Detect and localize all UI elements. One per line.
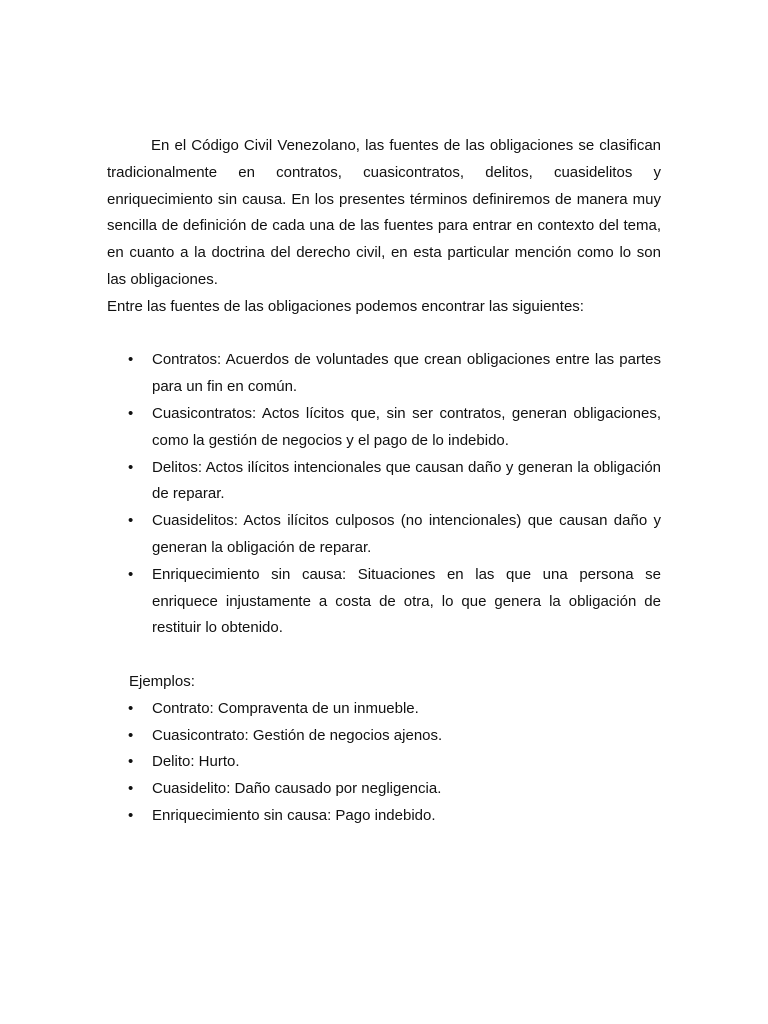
- bullet-icon: •: [128, 351, 134, 369]
- list-item: [107, 347, 661, 401]
- list-item-text: Cuasidelito: Daño causado por negligencia.: [152, 780, 442, 798]
- examples-heading: Ejemplos:: [129, 672, 195, 690]
- list-item-text: Cuasicontrato: Gestión de negocios ajenos.: [152, 726, 443, 744]
- bullet-icon: •: [128, 565, 134, 583]
- list-item: [107, 776, 661, 803]
- list-item-text: Contrato: Compraventa de un inmueble.: [152, 699, 419, 717]
- bullet-icon: •: [128, 404, 134, 422]
- list-item: [107, 508, 661, 562]
- list-item-text: Delito: Hurto.: [152, 753, 240, 771]
- bullet-icon: •: [128, 512, 134, 530]
- blank-line: [107, 321, 661, 348]
- bullet-icon: •: [128, 699, 134, 717]
- list-item: [107, 723, 661, 750]
- examples-list: [107, 696, 661, 830]
- bullet-icon: •: [128, 458, 134, 476]
- list-item: [107, 696, 661, 723]
- list-item: [107, 455, 661, 509]
- list-item-text: Delitos: Actos ilícitos intencionales que causan daño y generan la obligación de reparar.: [152, 458, 661, 503]
- list-item: [107, 803, 661, 830]
- list-item: [107, 562, 661, 642]
- list-intro: Entre las fuentes de las obligaciones podemos encontrar las siguientes:: [107, 297, 584, 315]
- blank-line: [107, 642, 661, 669]
- list-item-text: Enriquecimiento sin causa: Pago indebido.: [152, 806, 436, 824]
- bullet-icon: •: [128, 780, 134, 798]
- list-item-text: Cuasidelitos: Actos ilícitos culposos (no intencionales) que causan daño y generan la obligación de reparar.: [152, 512, 661, 556]
- bullet-icon: •: [128, 806, 134, 824]
- list-item: [107, 401, 661, 455]
- list-item-text: Cuasicontratos: Actos lícitos que, sin ser contratos, generan obligaciones, como la gestión de negocios y el pago de lo indebido.: [152, 404, 661, 449]
- bullet-icon: •: [128, 726, 134, 744]
- list-item-text: Contratos: Acuerdos de voluntades que crean obligaciones entre las partes para un fin en común.: [152, 351, 661, 396]
- document-body: [107, 133, 661, 830]
- sources-list: [107, 347, 661, 642]
- intro-paragraph: En el Código Civil Venezolano, las fuentes de las obligaciones se clasifican tradicionalmente en contratos, cuasicontratos, delitos, cuasidelitos y enriquecimiento sin causa. En los presentes términos definiremos de manera muy sencilla de definición de cada una de las fuentes para entrar en contexto del tema, en cuanto a la doctrina del derecho civil, en esta particular mención como lo son las obligaciones.: [107, 137, 661, 288]
- list-item: [107, 749, 661, 776]
- bullet-icon: •: [128, 753, 134, 771]
- list-item-text: Enriquecimiento sin causa: Situaciones en las que una persona se enriquece injustamente a costa de otra, lo que genera la obligación de restituir lo obtenido.: [152, 565, 661, 637]
